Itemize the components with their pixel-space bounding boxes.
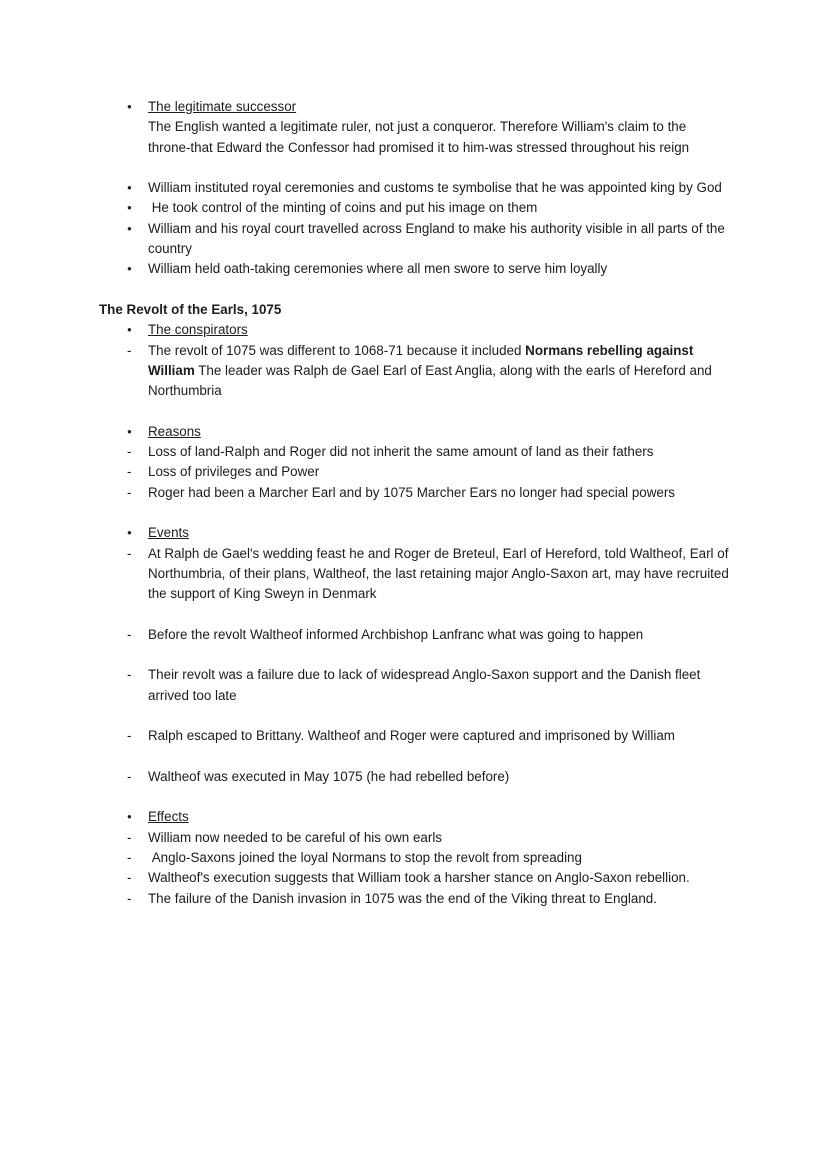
dash-marker: - [127,849,132,865]
list-item-text: Anglo-Saxons joined the loyal Normans to stop the revolt from spreading [148,849,582,865]
blank-line [99,401,729,421]
list-item-text: The failure of the Danish invasion in 1075 was the end of the Viking threat to England. [148,890,657,906]
dash-marker: - [127,545,132,561]
list-item-text: The legitimate successor [148,99,297,114]
dash-marker: - [127,342,132,358]
blank-line [99,604,729,624]
dash-list-item [99,726,729,746]
bullet-list-item [99,97,729,117]
dash-list-item [99,889,729,909]
bullet-marker: ● [127,528,132,538]
bullet-list-item [99,807,729,827]
dash-list-item [99,767,729,787]
bullet-list-item [99,198,729,218]
dash-list-item [99,544,733,605]
list-item-text: Effects [148,809,189,825]
list-item-text: Reasons [148,423,201,439]
dash-list-item [99,625,729,645]
list-item-text: Waltheof was executed in May 1075 (he had rebelled before) [148,768,510,784]
list-item-text: Roger had been a Marcher Earl and by 1075 Marcher Ears no longer had special powers [148,484,676,500]
bold-text-run: Normans rebelling against William [148,342,698,378]
dash-list-item [99,868,729,888]
bullet-marker: ● [127,102,132,111]
list-item-text: Their revolt was a failure due to lack of widespread Anglo-Saxon support and the Danish fleet arrived too late [148,667,705,703]
dash-list-item [99,665,729,706]
list-item-text [148,341,729,402]
bullet-marker: ● [127,203,132,213]
bullet-marker: ● [127,183,132,193]
bullet-marker: ● [127,264,132,274]
dash-marker: - [127,444,132,460]
bullet-marker: ● [127,325,132,335]
dash-marker: - [127,768,132,784]
blank-line [99,645,729,665]
bullet-list-item [99,523,729,543]
dash-marker: - [127,626,132,642]
dash-list-item [99,442,729,462]
section-heading: The Revolt of the Earls, 1075 [99,301,282,317]
dash-marker: - [127,728,132,744]
document-content [99,97,733,909]
dash-list-item [99,848,729,868]
bullet-list-item [99,422,729,442]
bullet-list-item [99,259,729,279]
blank-line [99,747,729,767]
dash-marker: - [127,667,132,683]
bullet-marker: ● [127,426,132,436]
blank-line [99,787,729,807]
bullet-marker: ● [127,812,132,822]
bullet-list-item [99,320,729,340]
dash-marker: - [127,870,132,886]
dash-marker: - [127,890,132,906]
blank-line [99,280,729,300]
list-item-text: William now needed to be careful of his own earls [148,829,442,845]
list-item-text: Waltheof's execution suggests that William took a harsher stance on Anglo-Saxon rebellion. [148,870,690,886]
list-item-text: William and his royal court travelled across England to make his authority visible in all parts of the country [148,220,729,257]
list-item-text: Loss of privileges and Power [148,464,320,480]
blank-line [99,158,729,178]
list-item-text: Before the revolt Waltheof informed Archbishop Lanfranc what was going to happen [148,626,644,642]
list-item-text: He took control of the minting of coins and put his image on them [148,200,538,216]
list-item-text: Events [148,525,189,541]
list-item-text: Loss of land-Ralph and Roger did not inherit the same amount of land as their fathers [148,444,654,460]
list-item-text: William held oath-taking ceremonies where all men swore to serve him loyally [148,261,608,277]
bullet-list-item [99,178,729,198]
dash-list-item [99,483,729,503]
dash-list-item [99,341,729,402]
list-item-text: William instituted royal ceremonies and customs te symbolise that he was appointed king by God [148,180,722,196]
dash-list-item [99,828,729,848]
list-item-text: Ralph escaped to Brittany. Waltheof and Roger were captured and imprisoned by William [148,728,675,744]
dash-marker: - [127,829,132,845]
list-item-text: At Ralph de Gael's wedding feast he and Roger de Breteul, Earl of Hereford, told Waltheof, Earl of Northumbria, of their plans, Waltheof, the last retaining major Anglo-Saxon art, may have recruited the support of King Sweyn in Denmark [148,545,733,602]
blank-line [99,706,729,726]
list-item-text: The conspirators [148,322,248,338]
text-run: The leader was Ralph de Gael Earl of East Anglia, along with the earls of Hereford and Northumbria [148,362,716,399]
bullet-list-item [99,219,729,260]
dash-list-item [99,462,729,482]
dash-marker: - [127,464,132,480]
blank-line [99,503,729,523]
bullet-marker: ● [127,223,132,233]
dash-marker: - [127,484,132,500]
text-run: The revolt of 1075 was different to 1068-71 because it included [148,342,526,358]
paragraph-text: The English wanted a legitimate ruler, not just a conqueror. Therefore William's claim to the throne-that Edward the Confessor had promised it to him-was stressed throughout his reign [148,119,690,155]
